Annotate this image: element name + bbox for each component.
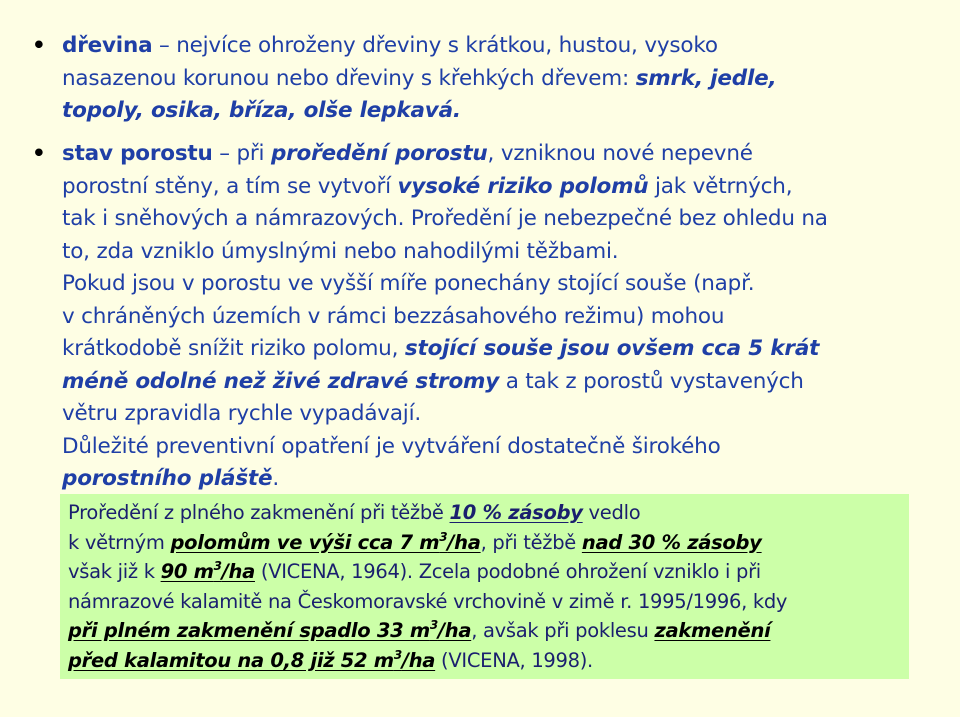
box-line bbox=[68, 557, 903, 587]
text-segment: Pokud jsou v porostu ve vyšší míře ponechány stojící souše (např. bbox=[62, 271, 755, 296]
text-segment: /ha bbox=[401, 648, 436, 672]
highlight-box bbox=[60, 494, 909, 679]
text-segment: /ha bbox=[437, 619, 472, 642]
text-segment: , avšak při poklesu bbox=[471, 619, 655, 642]
emphasis: porostního pláště bbox=[62, 466, 273, 491]
text-segment: porostní stěny, a tím se vytvoří bbox=[62, 173, 398, 199]
text-line bbox=[62, 366, 922, 399]
species-highlight: smrk, jedle, bbox=[635, 65, 777, 91]
text-segment: jak větrných, bbox=[648, 173, 793, 199]
box-line bbox=[68, 498, 903, 528]
bullet-dot: • bbox=[32, 33, 46, 58]
text-segment: při bbox=[236, 141, 271, 166]
text-segment: Proředění je nebezpečné bez ohledu na bbox=[410, 206, 828, 231]
text-segment: tak i sněhových a námrazových. bbox=[62, 206, 411, 231]
bullet-dot: • bbox=[32, 141, 46, 166]
highlight-box-text bbox=[68, 498, 903, 675]
text-segment: a tak z porostů vystavených bbox=[499, 368, 804, 394]
box-line bbox=[68, 646, 903, 676]
text-segment: v chráněných územích v rámci bezzásahového režimu) mohou bbox=[62, 303, 725, 329]
text-segment: Důležité preventivní opatření je vytváření dostatečně širokého bbox=[62, 433, 721, 459]
text-segment: Zcela podobné ohrožení vzniklo i při bbox=[418, 560, 761, 583]
text-line bbox=[62, 398, 922, 431]
emphasis bbox=[161, 560, 255, 583]
bullet-tree-species bbox=[32, 30, 922, 128]
text-segment: nejvíce ohroženy dřeviny s krátkou, hustou, vysoko bbox=[176, 33, 718, 58]
superscript: 3 bbox=[429, 618, 438, 632]
text-segment: /ha bbox=[221, 560, 255, 583]
text-line bbox=[62, 171, 922, 204]
superscript: 3 bbox=[393, 647, 402, 662]
text-segment: při plném zakmenění spadlo 33 m bbox=[68, 619, 430, 642]
term-stav-porostu: stav porostu bbox=[62, 141, 213, 166]
text-segment: však již k bbox=[68, 560, 161, 583]
text-segment: , vzniknou nové nepevné bbox=[487, 141, 753, 166]
text-segment: , při těžbě bbox=[480, 530, 582, 554]
emphasis: nad 30 % zásoby bbox=[581, 530, 762, 554]
text-segment: to, zda vzniklo úmyslnými nebo nahodilými těžbami. bbox=[62, 238, 619, 264]
emphasis: vysoké riziko polomů bbox=[397, 173, 649, 199]
superscript: 3 bbox=[213, 559, 222, 573]
box-line bbox=[68, 528, 903, 558]
emphasis bbox=[68, 619, 471, 642]
emphasis bbox=[170, 531, 480, 554]
text-segment: (VICENA, 1998). bbox=[435, 648, 593, 672]
text-segment: . bbox=[272, 466, 280, 491]
text-segment: Proředění z plného zakmenění při těžbě bbox=[68, 501, 450, 524]
text-segment: /ha bbox=[447, 530, 481, 554]
emphasis: stojící souše jsou ovšem cca 5 krát bbox=[404, 336, 820, 361]
text-line bbox=[62, 138, 922, 171]
text-line bbox=[62, 203, 922, 236]
text-segment: vedlo bbox=[582, 501, 641, 524]
text-segment: větru zpravidla rychle vypadávají. bbox=[62, 401, 421, 426]
superscript: 3 bbox=[439, 529, 448, 544]
emphasis: zakmenění bbox=[654, 619, 771, 642]
text-segment: před kalamitou na 0,8 již 52 m bbox=[68, 648, 394, 672]
emphasis: proředění porostu bbox=[270, 141, 488, 166]
dash: – bbox=[212, 141, 237, 166]
text-line bbox=[62, 95, 922, 128]
bullet-stand-condition bbox=[32, 138, 922, 496]
text-line bbox=[62, 268, 922, 301]
box-line bbox=[68, 616, 903, 646]
emphasis: 10 % zásoby bbox=[449, 501, 583, 524]
text-segment: krátkodobě snížit riziko polomu, bbox=[62, 336, 405, 361]
text-line bbox=[62, 30, 922, 63]
text-line bbox=[62, 63, 922, 96]
text-segment: polomům ve výši cca 7 m bbox=[170, 530, 440, 554]
species-highlight: topoly, osika, bříza, olše lepkavá. bbox=[62, 98, 461, 123]
text-line bbox=[62, 333, 922, 366]
text-line bbox=[62, 236, 922, 269]
emphasis bbox=[68, 649, 435, 672]
term-drevina: dřevina bbox=[62, 33, 153, 58]
text-line bbox=[62, 431, 922, 464]
text-line bbox=[62, 301, 922, 334]
emphasis: méně odolné než živé zdravé stromy bbox=[62, 368, 500, 394]
text-line bbox=[62, 463, 922, 496]
text-segment: 90 m bbox=[160, 560, 214, 583]
text-segment: (VICENA, 1964). bbox=[254, 560, 419, 583]
dash: – bbox=[152, 33, 177, 58]
text-segment: k větrným bbox=[68, 530, 171, 554]
box-line bbox=[68, 587, 903, 617]
text-segment: nasazenou korunou nebo dřeviny s křehkých dřevem: bbox=[62, 65, 636, 91]
text-segment: námrazové kalamitě na Českomoravské vrchovině v zimě r. 1995/1996, kdy bbox=[68, 589, 788, 613]
